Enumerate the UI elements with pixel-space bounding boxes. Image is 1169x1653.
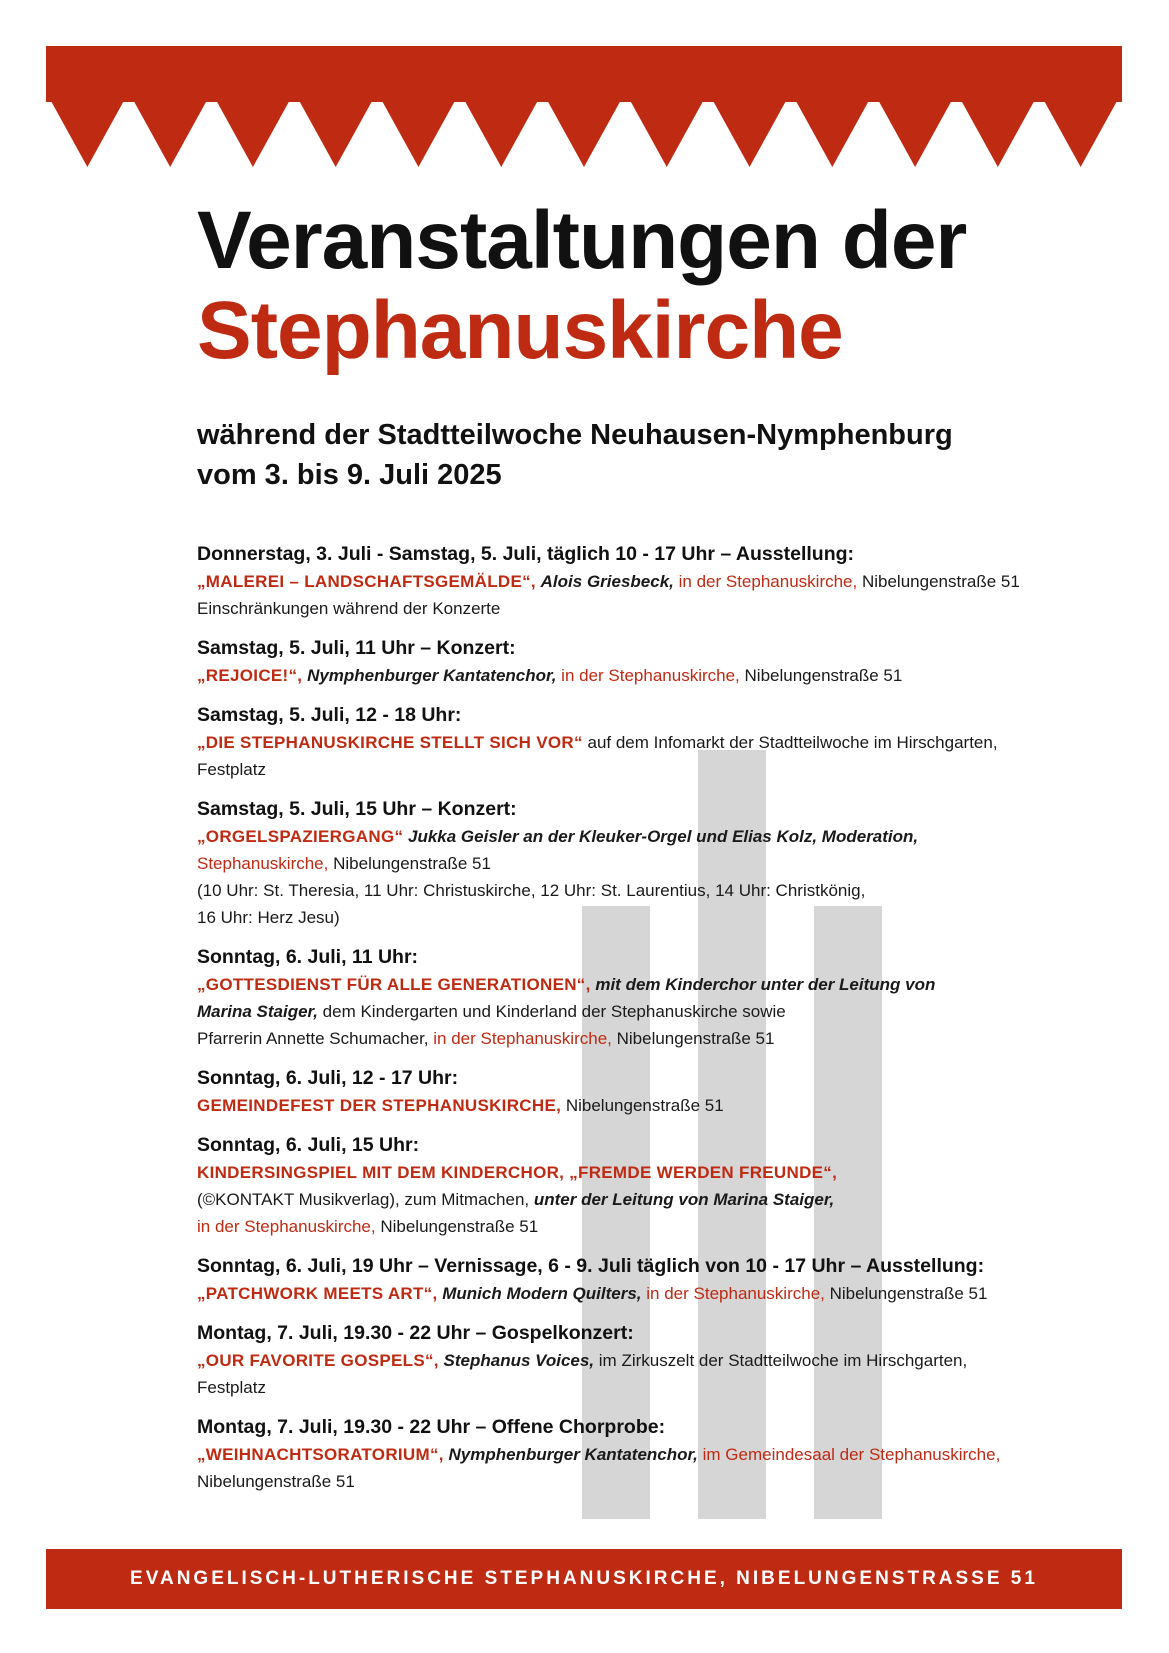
event-performer-2: Marina Staiger, xyxy=(197,1002,318,1021)
event-performer: Stephanus Voices, xyxy=(443,1351,595,1370)
event-date: Montag, 7. Juli, 19.30 - 22 Uhr – Gospelkonzert: xyxy=(197,1322,634,1344)
event-address: Nibelungenstraße 51 xyxy=(565,1096,724,1115)
event-text-2: Festplatz xyxy=(197,1378,266,1397)
event-title: „GOTTESDIENST FÜR ALLE GENERATIONEN“, xyxy=(197,975,591,994)
event-address: Nibelungenstraße 51 xyxy=(197,1472,355,1491)
event-performer: mit dem Kinderchor unter der Leitung von xyxy=(595,975,936,994)
event-date: Samstag, 5. Juli, 15 Uhr – Konzert: xyxy=(197,798,517,820)
event-item xyxy=(197,634,1117,689)
event-title: „PATCHWORK MEETS ART“, xyxy=(197,1284,438,1303)
title-line-2: Stephanuskirche xyxy=(197,285,843,376)
event-performer: unter der Leitung von Marina Staiger, xyxy=(533,1190,835,1209)
event-date: Samstag, 5. Juli, 12 - 18 Uhr: xyxy=(197,704,462,726)
subtitle-line-2: vom 3. bis 9. Juli 2025 xyxy=(197,459,502,491)
event-performer: Nymphenburger Kantatenchor, xyxy=(448,1445,698,1464)
footer-text: EVANGELISCH-LUTHERISCHE STEPHANUSKIRCHE, NIBELUNGENSTRASSE 51 xyxy=(130,1568,1038,1589)
event-date: Samstag, 5. Juli, 11 Uhr – Konzert: xyxy=(197,637,516,659)
event-date: Donnerstag, 3. Juli - Samstag, 5. Juli, täglich 10 - 17 Uhr – Ausstellung: xyxy=(197,543,855,565)
event-title: KINDERSINGSPIEL MIT DEM KINDERCHOR, „FREMDE WERDEN FREUNDE“, xyxy=(197,1163,838,1182)
event-text-2: Pfarrerin Annette Schumacher, xyxy=(197,1029,429,1048)
pennant-flag xyxy=(713,101,786,167)
title-line-1: Veranstaltungen der xyxy=(197,195,967,286)
event-location: Stephanuskirche, xyxy=(197,854,329,873)
event-date: Montag, 7. Juli, 19.30 - 22 Uhr – Offene Chorprobe: xyxy=(197,1416,666,1438)
pennant-flag xyxy=(465,101,538,167)
event-note: (10 Uhr: St. Theresia, 11 Uhr: Christuskirche, 12 Uhr: St. Laurentius, 14 Uhr: Christkönig, xyxy=(197,881,866,900)
event-item xyxy=(197,1319,1117,1401)
event-title: „OUR FAVORITE GOSPELS“, xyxy=(197,1351,439,1370)
pennant-flag xyxy=(796,101,869,167)
pennant-garland xyxy=(46,101,1122,167)
event-address: Nibelungenstraße 51 xyxy=(861,572,1020,591)
pennant-flag xyxy=(879,101,952,167)
event-item xyxy=(197,1252,1117,1307)
event-item xyxy=(197,701,1117,783)
pennant-flag xyxy=(51,101,124,167)
event-title: GEMEINDEFEST DER STEPHANUSKIRCHE, xyxy=(197,1096,562,1115)
pennant-flag xyxy=(134,101,207,167)
pennant-flag xyxy=(1044,101,1117,167)
event-list xyxy=(197,540,1117,1507)
pennant-flag xyxy=(961,101,1034,167)
event-location: in der Stephanuskirche, xyxy=(646,1284,825,1303)
pennant-flag xyxy=(382,101,455,167)
event-date: Sonntag, 6. Juli, 15 Uhr: xyxy=(197,1134,420,1156)
event-note-2: 16 Uhr: Herz Jesu) xyxy=(197,908,340,927)
event-location: in der Stephanuskirche, xyxy=(433,1029,612,1048)
event-item xyxy=(197,795,1117,931)
event-text: dem Kindergarten und Kinderland der Stephanuskirche sowie xyxy=(322,1002,786,1021)
subtitle-line-1: während der Stadtteilwoche Neuhausen-Nymphenburg xyxy=(197,419,953,451)
top-banner-bar xyxy=(46,46,1122,102)
event-location: in der Stephanuskirche, xyxy=(197,1217,376,1236)
event-text: (©KONTAKT Musikverlag), zum Mitmachen, xyxy=(197,1190,530,1209)
event-item xyxy=(197,943,1117,1052)
event-address: Nibelungenstraße 51 xyxy=(333,854,491,873)
event-address: Nibelungenstraße 51 xyxy=(744,666,903,685)
event-date: Sonntag, 6. Juli, 11 Uhr: xyxy=(197,946,419,968)
event-title: „DIE STEPHANUSKIRCHE STELLT SICH VOR“ xyxy=(197,733,583,752)
event-note: Einschränkungen während der Konzerte xyxy=(197,599,501,618)
event-text: im Zirkuszelt der Stadtteilwoche im Hirschgarten, xyxy=(598,1351,968,1370)
event-performer: Nymphenburger Kantatenchor, xyxy=(307,666,557,685)
event-location: im Gemeindesaal der Stephanuskirche, xyxy=(702,1445,1001,1464)
pennant-flag xyxy=(217,101,290,167)
event-title: „MALEREI – LANDSCHAFTSGEMÄLDE“, xyxy=(197,572,536,591)
page-title xyxy=(197,196,966,376)
event-performer: Alois Griesbeck, xyxy=(540,572,674,591)
pennant-flag xyxy=(630,101,703,167)
footer-banner xyxy=(46,1549,1122,1609)
pennant-flag xyxy=(299,101,372,167)
event-address: Nibelungenstraße 51 xyxy=(380,1217,539,1236)
event-address: Nibelungenstraße 51 xyxy=(616,1029,775,1048)
event-item xyxy=(197,1413,1117,1495)
event-text-2: Festplatz xyxy=(197,760,266,779)
event-date: Sonntag, 6. Juli, 19 Uhr – Vernissage, 6 - 9. Juli täglich von 10 - 17 Uhr – Ausstellung: xyxy=(197,1255,985,1277)
event-location: in der Stephanuskirche, xyxy=(678,572,858,591)
event-item xyxy=(197,1064,1117,1119)
event-performer: Jukka Geisler an der Kleuker-Orgel und Elias Kolz, Moderation, xyxy=(408,827,919,846)
event-text: auf dem Infomarkt der Stadtteilwoche im Hirschgarten, xyxy=(587,733,998,752)
event-performer: Munich Modern Quilters, xyxy=(442,1284,642,1303)
event-title: „WEIHNACHTSORATORIUM“, xyxy=(197,1445,444,1464)
event-title: „REJOICE!“, xyxy=(197,666,303,685)
pennant-flag xyxy=(548,101,621,167)
event-location: in der Stephanuskirche, xyxy=(561,666,740,685)
event-item xyxy=(197,540,1117,622)
event-title: „ORGELSPAZIERGANG“ xyxy=(197,827,404,846)
event-item xyxy=(197,1131,1117,1240)
subtitle xyxy=(197,415,1097,495)
event-address: Nibelungenstraße 51 xyxy=(829,1284,988,1303)
event-date: Sonntag, 6. Juli, 12 - 17 Uhr: xyxy=(197,1067,459,1089)
